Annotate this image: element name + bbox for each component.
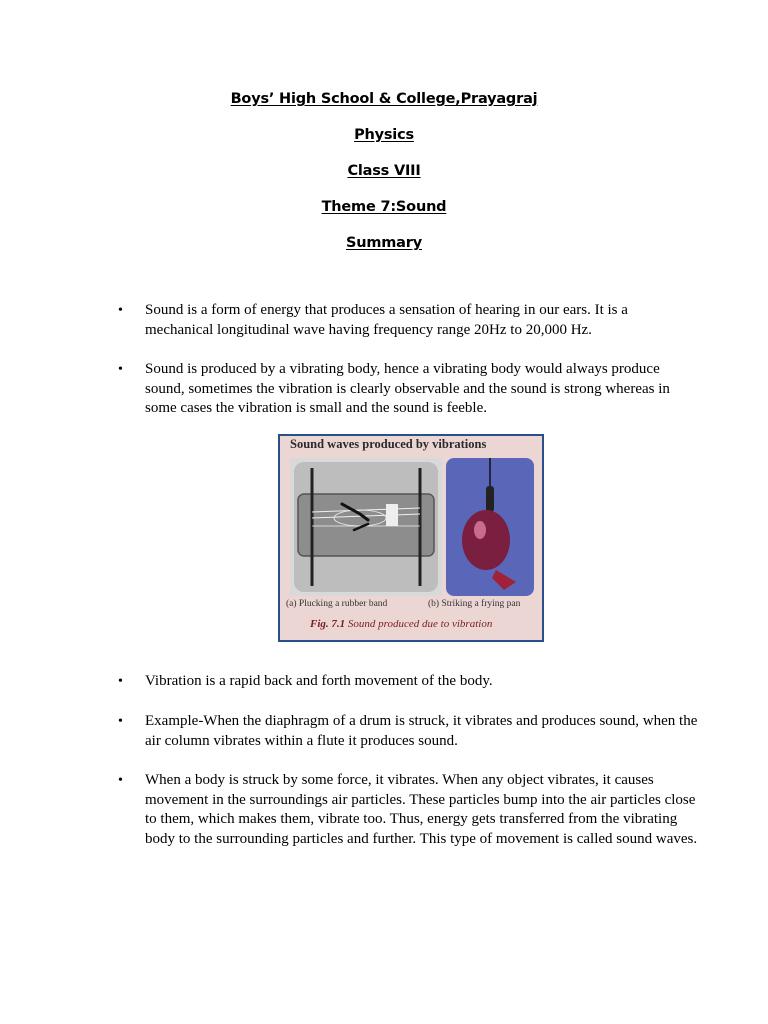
bullet-text: Example-When the diaphragm of a drum is struck, it vibrates and produces sound, when the air column vibrates within a flute it produces sound. xyxy=(145,713,698,749)
bullet-icon: • xyxy=(118,714,123,729)
bullet-icon: • xyxy=(118,674,123,689)
school-title: Boys’ High School & College,Prayagraj xyxy=(230,91,538,107)
rubber-band-photo xyxy=(290,458,442,596)
theme-title: Theme 7:Sound xyxy=(321,199,447,215)
subject-title: Physics xyxy=(354,127,414,143)
figure-label: Fig. 7.1 xyxy=(310,618,346,630)
caption-a: (a) Plucking a rubber band xyxy=(286,599,388,609)
bullet-text: Vibration is a rapid back and forth movement of the body. xyxy=(145,673,493,689)
bullet-text: Sound is a form of energy that produces a sensation of hearing in our ears. It is a mechanical longitudinal wave having frequency range 20Hz to 20,000 Hz. xyxy=(145,302,628,338)
sound-vibration-figure xyxy=(278,434,544,642)
class-title: Class VIII xyxy=(347,163,421,179)
bullet-icon: • xyxy=(118,362,123,377)
caption-b: (b) Striking a frying pan xyxy=(428,599,521,609)
bullet-text: Sound is produced by a vibrating body, hence a vibrating body would always produce sound, sometimes the vibration is clearly observable and the sound is strong whereas in some cases the vibration is small and the sound is feeble. xyxy=(145,361,670,417)
frying-pan-photo xyxy=(446,458,534,596)
figure-caption-text: Sound produced due to vibration xyxy=(347,618,493,630)
bullet-text: When a body is struck by some force, it vibrates. When any object vibrates, it causes movement in the surroundings air particles. These particles bump into the air particles close to them, which makes them, vibrate too. Thus, energy gets transferred from the vibrating body to the surrounding particles and further. This type of movement is called sound waves. xyxy=(145,772,698,847)
bullet-icon: • xyxy=(118,303,123,318)
figure-title: Sound waves produced by vibrations xyxy=(290,437,487,451)
bullet-icon: • xyxy=(118,773,123,788)
figure-caption xyxy=(310,618,492,630)
summary-title: Summary xyxy=(346,235,422,251)
